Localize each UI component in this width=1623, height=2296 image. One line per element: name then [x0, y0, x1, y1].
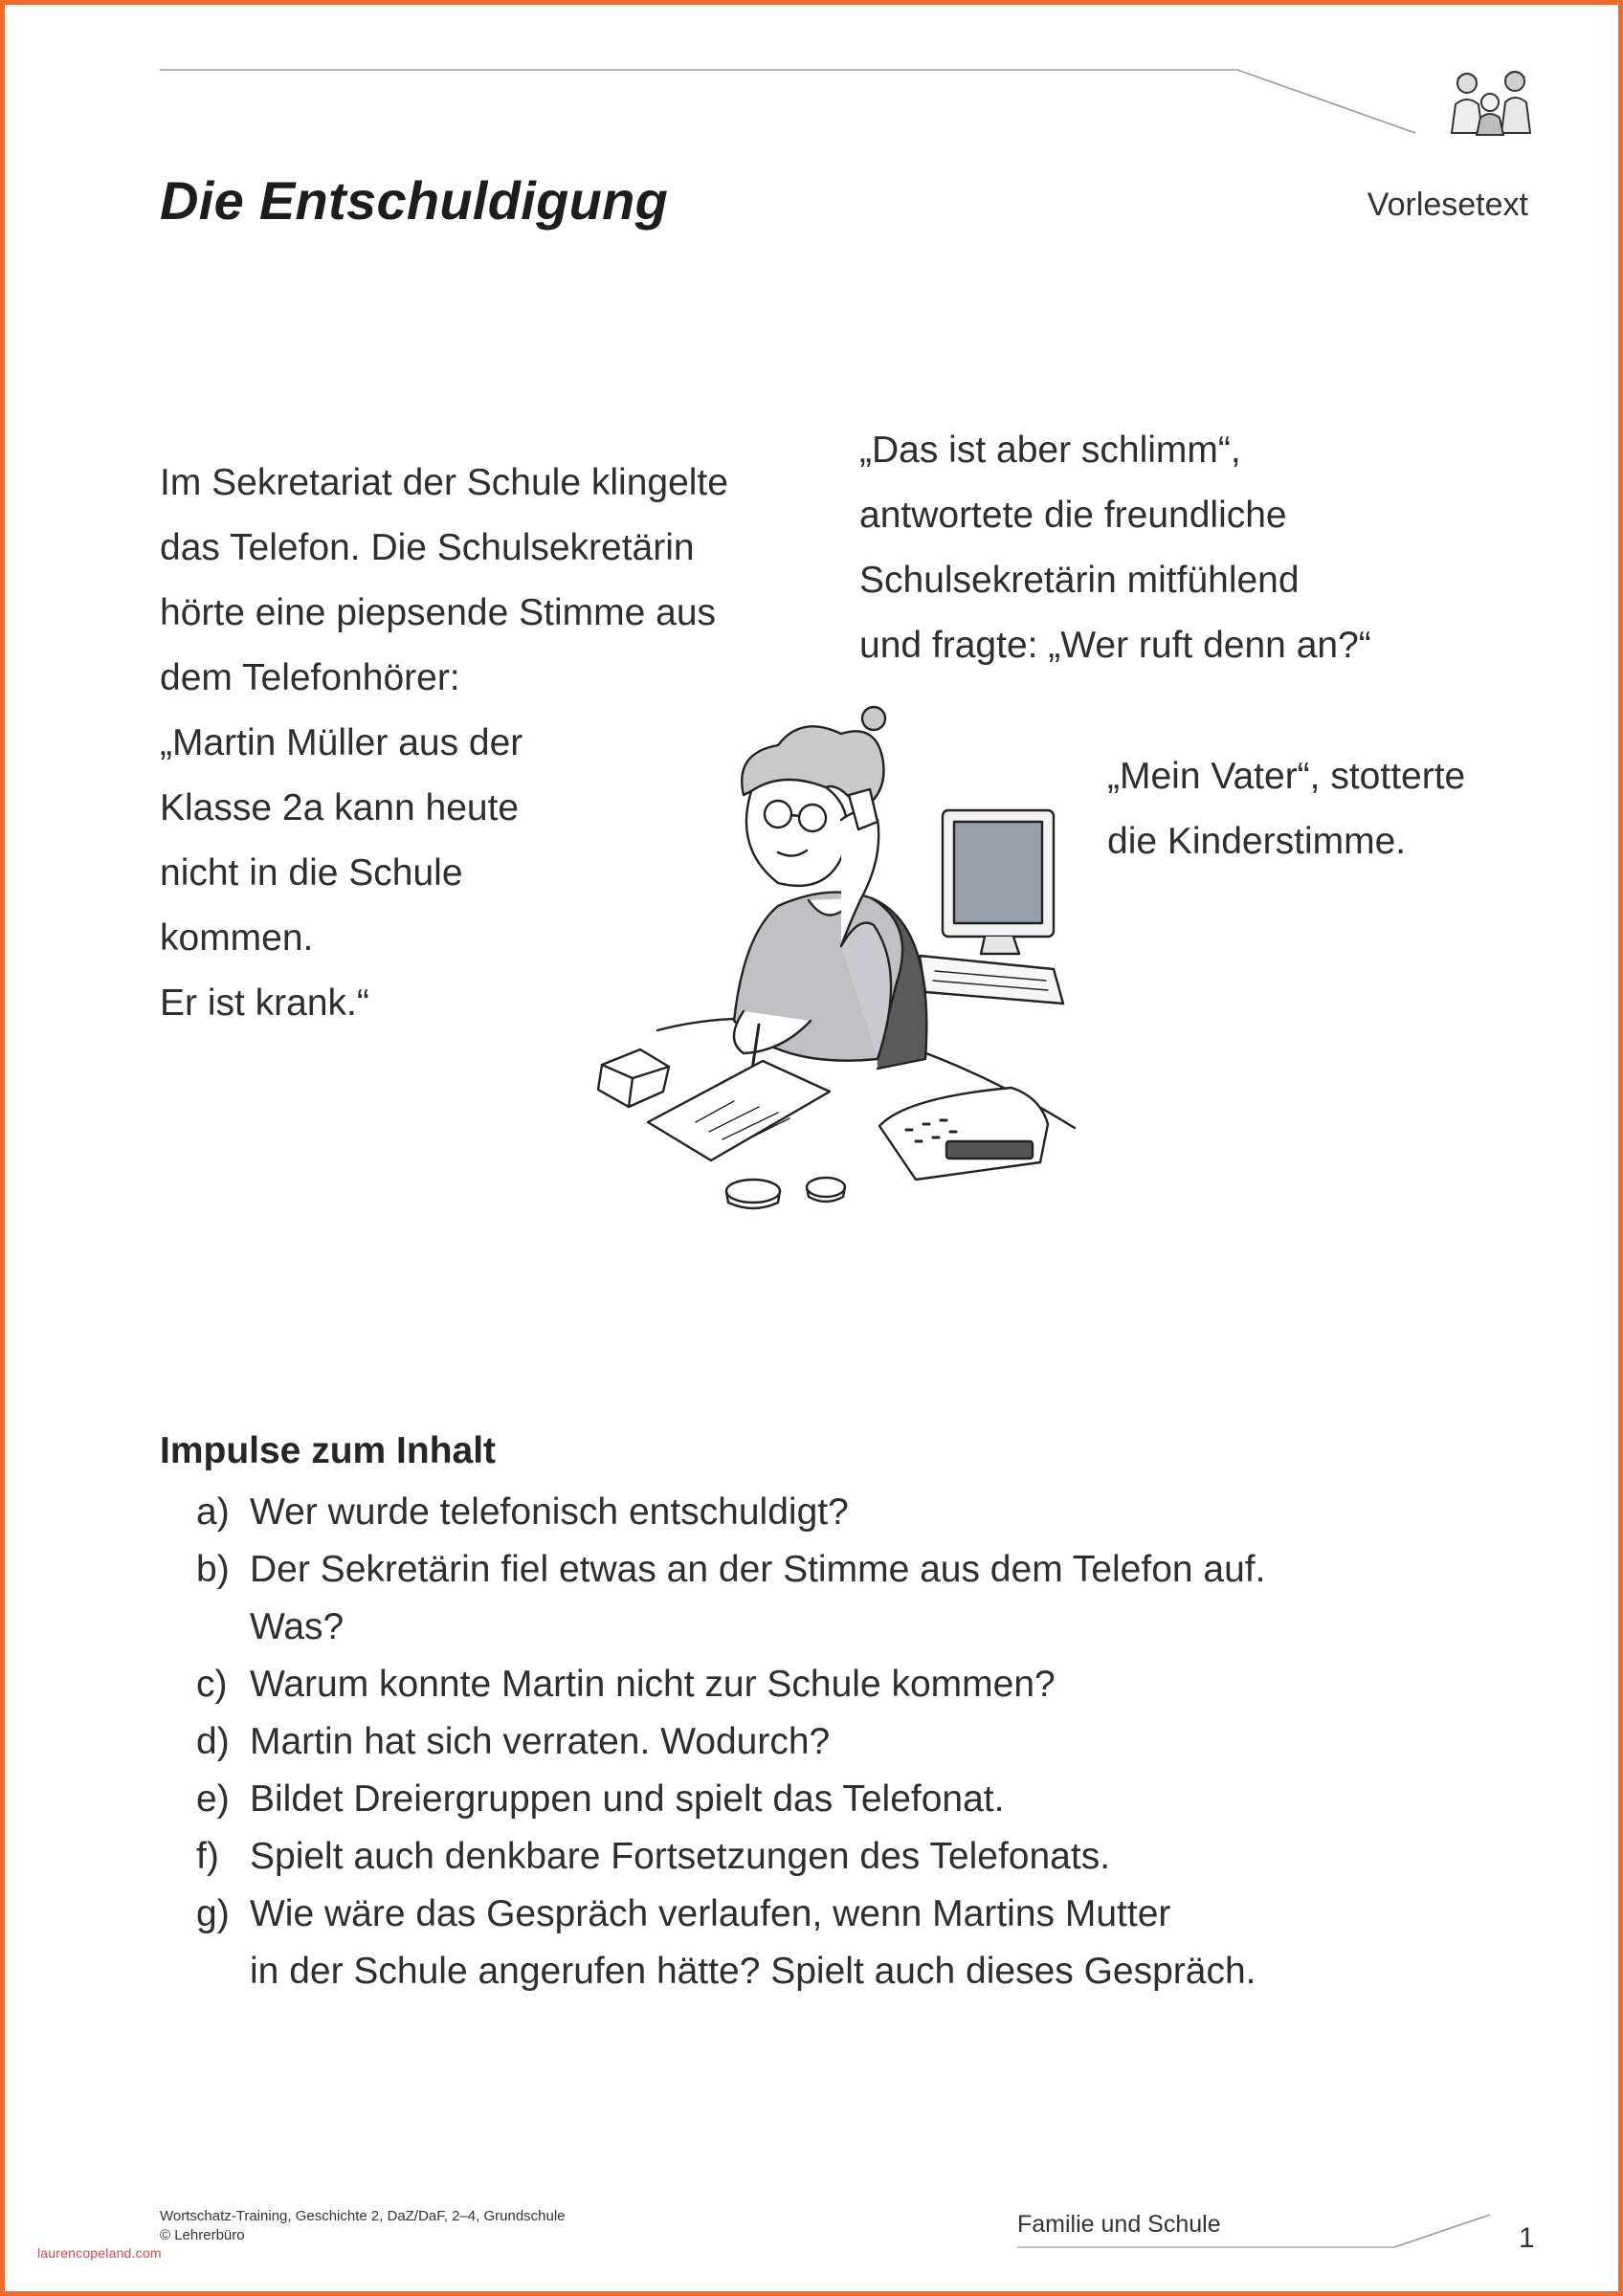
question-item	[196, 1771, 1440, 1828]
question-text	[250, 1886, 1256, 2000]
question-letter: f)	[196, 1836, 219, 1877]
question-item	[196, 1828, 1440, 1886]
footer-source	[160, 2207, 566, 2245]
question-line: Spielt auch denkbare Fortsetzungen des Telefonats.	[250, 1836, 1111, 1877]
question-letter: d)	[196, 1721, 230, 1762]
question-item	[196, 1484, 1440, 1541]
question-line: Wie wäre das Gespräch verlaufen, wenn Martins Mutter	[250, 1893, 1171, 1934]
footer-section: Familie und Schule	[1017, 2211, 1221, 2238]
question-item	[196, 1713, 1440, 1771]
story-line: Er ist krank.“	[160, 982, 369, 1024]
question-letter: a)	[196, 1491, 230, 1533]
question-letter: b)	[196, 1549, 230, 1590]
story-line: dem Telefonhörer:	[160, 657, 460, 698]
question-line: Bildet Dreiergruppen und spielt das Telefonat.	[250, 1778, 1005, 1820]
question-text	[250, 1484, 849, 1541]
question-line: Warum konnte Martin nicht zur Schule kommen?	[250, 1664, 1056, 1705]
question-letter: g)	[196, 1893, 230, 1934]
story-line: und fragte: „Wer ruft denn an?“	[859, 625, 1371, 666]
footer-copyright: © Lehrerbüro	[160, 2227, 245, 2243]
secretary-on-phone-illustration	[590, 695, 1088, 1224]
document-type-label: Vorlesetext	[1367, 187, 1528, 223]
question-letter: e)	[196, 1778, 230, 1820]
question-line: Was?	[250, 1606, 345, 1647]
question-line: in der Schule angerufen hätte? Spielt auch dieses Gespräch.	[250, 1951, 1256, 1992]
story-line: kommen.	[160, 917, 314, 959]
question-item	[196, 1541, 1440, 1656]
page-title: Die Entschuldigung	[160, 170, 669, 231]
family-figures-icon	[1444, 66, 1540, 137]
question-letter: c)	[196, 1664, 228, 1705]
story-line: die Kinderstimme.	[1107, 821, 1407, 862]
story-text-right-bottom	[1107, 744, 1547, 874]
page-number: 1	[1519, 2222, 1535, 2254]
impulse-heading: Impulse zum Inhalt	[160, 1430, 497, 1471]
story-line: Klasse 2a kann heute	[160, 787, 520, 828]
story-line: „Mein Vater“, stotterte	[1107, 756, 1466, 797]
story-line: „Das ist aber schlimm“,	[859, 430, 1241, 471]
watermark-text: laurencopeland.com	[37, 2245, 162, 2261]
question-item	[196, 1886, 1440, 2000]
question-text	[250, 1828, 1110, 1886]
story-line: Im Sekretariat der Schule klingelte	[160, 462, 728, 503]
question-text	[250, 1771, 1004, 1828]
question-line: Wer wurde telefonisch entschuldigt?	[250, 1491, 849, 1533]
story-line: nicht in die Schule	[160, 852, 463, 894]
question-line: Martin hat sich verraten. Wodurch?	[250, 1721, 831, 1762]
story-line: antwortete die freundliche	[859, 495, 1287, 536]
story-line: „Martin Müller aus der	[160, 722, 523, 763]
story-line: das Telefon. Die Schulsekretärin	[160, 527, 695, 568]
question-text	[250, 1713, 830, 1771]
question-text	[250, 1656, 1056, 1713]
story-line: hörte eine piepsende Stimme aus	[160, 592, 717, 633]
story-text-right-top	[859, 418, 1491, 678]
question-item	[196, 1656, 1440, 1713]
question-text	[250, 1541, 1265, 1656]
footer-source-line: Wortschatz-Training, Geschichte 2, DaZ/DaF, 2–4, Grundschule	[160, 2208, 566, 2224]
header-rule	[5, 5, 1623, 158]
question-list	[196, 1484, 1440, 2000]
story-line: Schulsekretärin mitfühlend	[859, 560, 1300, 601]
question-line: Der Sekretärin fiel etwas an der Stimme aus dem Telefon auf.	[250, 1549, 1266, 1590]
